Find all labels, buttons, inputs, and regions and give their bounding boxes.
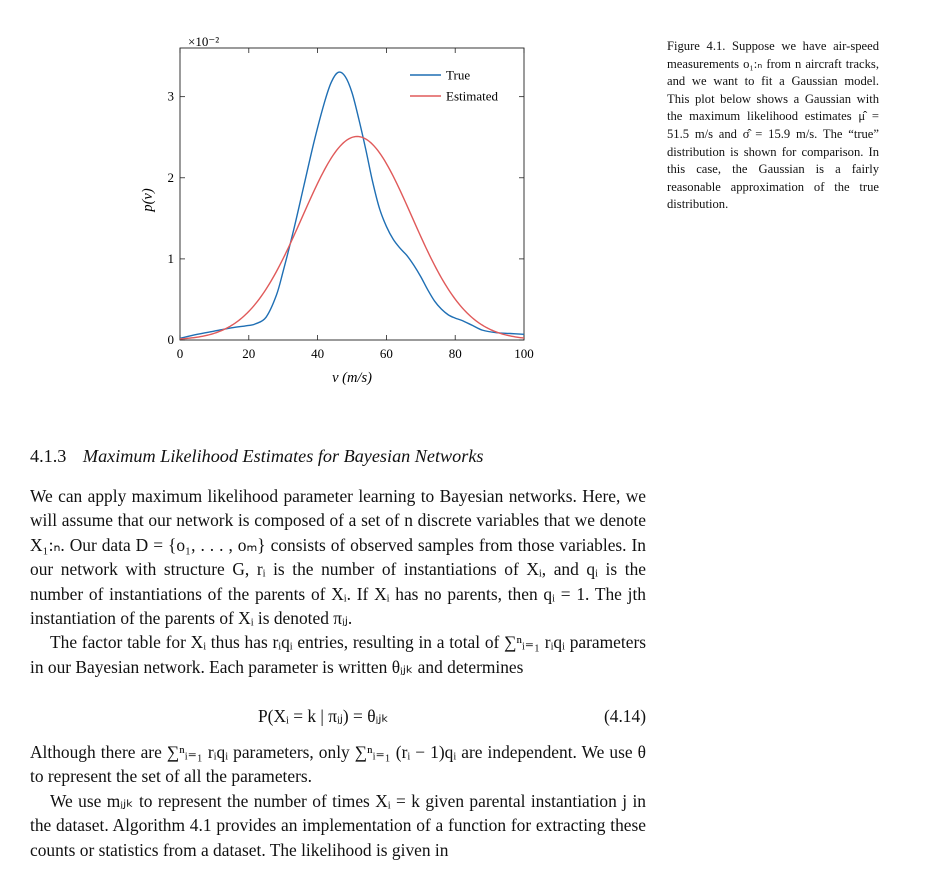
legend-label-estimated: Estimated: [446, 88, 498, 104]
section-heading: [30, 446, 484, 467]
paragraph-1: We can apply maximum likelihood parameter learning to Bayesian networks. Here, we will assume that our network is composed of a set of n discrete variables that we denote X₁:ₙ. Our data D = {o₁, . . . , oₘ} consists of observed samples from those variables. In our network with structure G, rᵢ is the number of instantiations of Xᵢ, and qᵢ is the number of instantiations of the parents of Xᵢ. If Xᵢ has no parents, then qᵢ = 1. The jth instantiation of the parents of Xᵢ is denoted πᵢⱼ.: [30, 486, 646, 629]
section-title: Maximum Likelihood Estimates for Bayesian Networks: [82, 446, 484, 466]
paragraph-3: Although there are ∑ⁿᵢ₌₁ rᵢqᵢ parameters, only ∑ⁿᵢ₌₁ (rᵢ − 1)qᵢ are independent. We use θ to represent the set of all the parameters.: [30, 742, 646, 787]
x-tick-label: 100: [514, 346, 534, 361]
body-paragraphs: [30, 484, 646, 679]
equation-number: (4.14): [603, 706, 646, 726]
chart-legend: [410, 68, 498, 104]
y-tick-label: 3: [167, 88, 174, 104]
x-tick-label: 0: [176, 346, 184, 361]
paragraph-4: We use mᵢⱼₖ to represent the number of times Xᵢ = k given parental instantiation j in the dataset. Algorithm 4.1 provides an implementation of a function for extracting these counts or statistics from a dataset. The likelihood is given in: [30, 790, 646, 860]
figure-caption: Figure 4.1. Suppose we have air-speed measurements o₁:ₙ from n aircraft tracks, and we want to fit a Gaussian model. This plot below shows a Gaussian with the maximum likelihood estimates μ̂ = 51.5 m/s and σ̂ = 15.9 m/s. The “true” distribution is shown for comparison. In this case, the Gaussian is a fairly reasonable approximation of the true distribution.: [667, 39, 879, 212]
equation-expression: P(Xᵢ = k | πᵢⱼ) = θᵢⱼₖ: [258, 706, 389, 726]
y-scale-label: ×10⁻²: [188, 34, 220, 49]
series-layer: [180, 72, 524, 339]
x-tick-label: 40: [311, 346, 325, 361]
paragraph-2: The factor table for Xᵢ thus has rᵢqᵢ entries, resulting in a total of ∑ⁿᵢ₌₁ rᵢqᵢ parameters in our Bayesian network. Each parameter is written θᵢⱼₖ and determines: [30, 632, 646, 677]
axis-ticks: [140, 34, 534, 386]
y-tick-label: 0: [167, 332, 174, 347]
x-axis-label: v (m/s): [332, 370, 372, 386]
y-tick-label: 1: [167, 250, 174, 266]
x-tick-label: 60: [379, 346, 393, 361]
body-paragraphs-after: [30, 740, 646, 862]
series-estimated-line: [180, 136, 524, 338]
x-tick-label: 80: [448, 346, 462, 361]
y-axis-label: p(v): [140, 188, 156, 212]
y-tick-label: 2: [167, 169, 174, 185]
legend-label-true: True: [446, 67, 471, 83]
series-true-line: [180, 72, 524, 338]
x-tick-label: 20: [242, 346, 256, 361]
section-number: 4.1.3: [30, 446, 67, 466]
